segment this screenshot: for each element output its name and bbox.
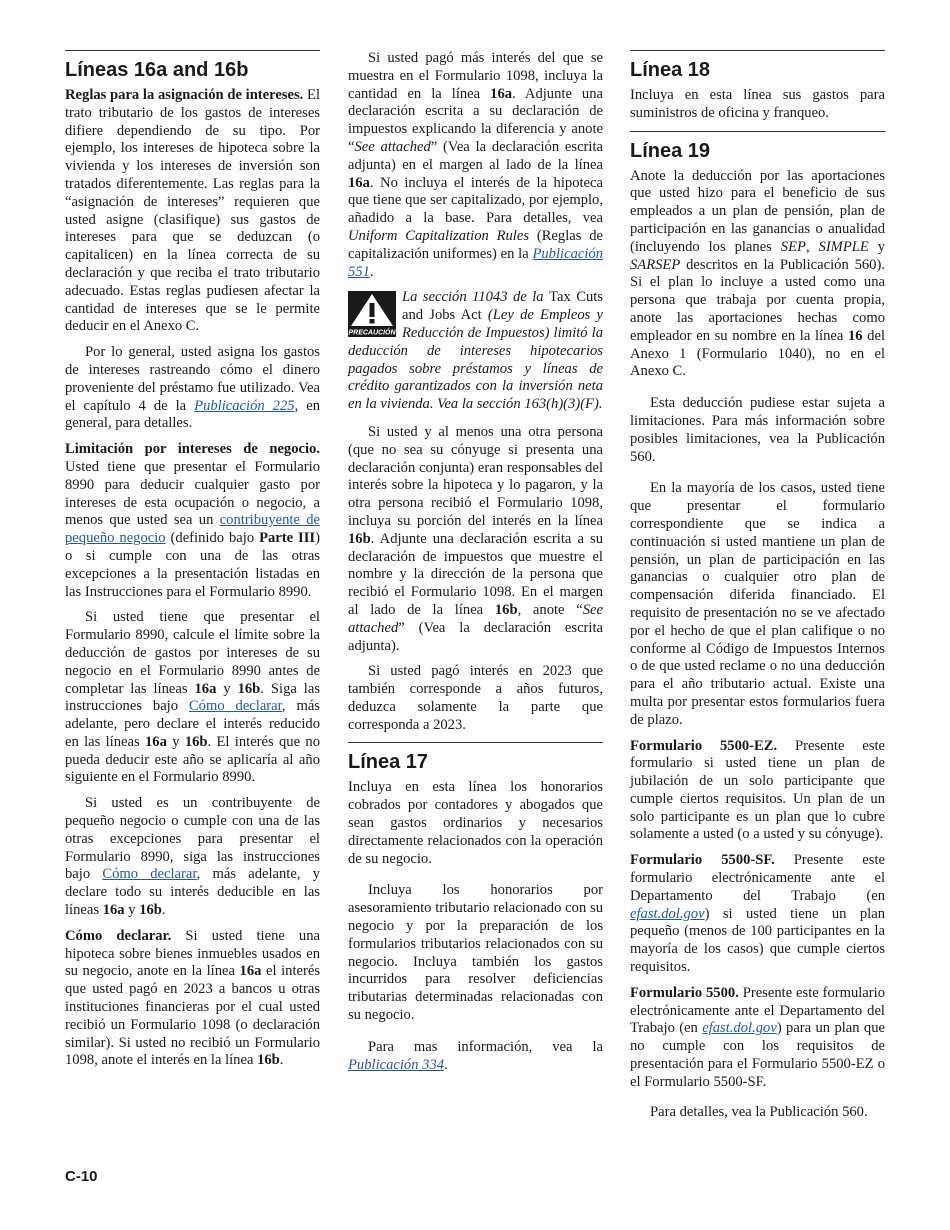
paragraph-asesoramiento: Incluya los honorarios por asesoramiento tributario relacionado con su negocio y por la preparación de los formularios tributarios relacionados con su negocio. Incluya también los gastos incurridos para resolver deficiencias tributarias determinadas relacionadas con su negocio. bbox=[348, 882, 603, 1024]
paragraph-rastreo: Por lo general, usted asigna los gastos de intereses rastreando cómo el dinero proveniente del préstamo fue utilizado. Vea el capítulo 4 de la Publicación 225, en general, para detalles. bbox=[65, 344, 321, 432]
paragraph-otra-persona: Si usted y al menos una otra persona (que no sea su cónyuge si presenta una declaración conjunta) eran responsables del interés sobre la hipoteca y lo pagaron, y la otra persona recibió el Formulario 1098, incluya su porción del interés en la línea 16b. Adjunte una declaración escrita a su declaración de impuestos que muestre el nombre y la dirección de la persona que recibió el Formulario 1098. En el margen al lado de la línea 16b, anote “See attached” (Vea la declaración escrita adjunta). bbox=[348, 423, 603, 654]
link-publicacion-334[interactable]: Publicación 334 bbox=[348, 1056, 445, 1073]
column-3 bbox=[630, 50, 885, 1129]
heading-linea-19: Línea 19 bbox=[630, 139, 711, 162]
link-efast-dol-gov-2[interactable]: efast.dol.gov bbox=[702, 1020, 777, 1037]
paragraph-honorarios: Incluya en esta línea los honorarios cobrados por contadores y abogados que sean gastos ordinarios y necesarios directamente relacionados con la operación de su negocio. bbox=[348, 779, 603, 867]
column-1 bbox=[65, 50, 320, 1078]
paragraph-5500: Formulario 5500. Presente este formulario electrónicamente ante el Departamento del Trabajo (en efast.dol.gov) para un plan que no cumple con los requisitos de presentación para el Formulario 5500-EZ o el Formulario 5500-SF. bbox=[630, 984, 886, 1090]
caution-note: PRECAUCIÓN La sección 11043 de la Tax Cuts and Jobs Act (Ley de Empleos y Reducción de Impuestos) limitó la deducción de intereses hipotecarios pagados sobre préstamos y líneas de crédito garantizados con la inversión neta en la vivienda. Vea la sección 163(h)(3)(F). bbox=[348, 289, 603, 413]
paragraph-aportaciones: Anote la deducción por las aportaciones que usted hizo para el beneficio de sus empleados a un plan de pensión, plan de participación en las ganancias o anualidad (incluyendo los planes SEP, SIMPLE y SARSEP descritos en la Publicación 560). Si el plan lo incluye a usted como una persona que trabaja por cuenta propia, anote las aportaciones hechas como empleador en su nombre en la línea 16 del Anexo 1 (Formulario 1040), no en el Anexo C. bbox=[630, 167, 886, 380]
paragraph-pequeno-negocio: Si usted es un contribuyente de pequeño negocio o cumple con una de las otras excepciones para presentar el Formulario 8990, siga las instrucciones bajo Cómo declarar, más adelante, y declare todo su interés deducible en las líneas 16a y 16b. bbox=[65, 795, 320, 919]
link-como-declarar[interactable]: Cómo declarar bbox=[188, 698, 282, 715]
caution-label: PRECAUCIÓN bbox=[348, 329, 396, 337]
paragraph-para-detalles: Para detalles, vea la Publicación 560. bbox=[650, 1103, 868, 1120]
heading-lineas-16a-16b: Líneas 16a and 16b bbox=[65, 59, 249, 81]
section-rule bbox=[630, 50, 885, 51]
paragraph-formulario-8990: Si usted tiene que presentar el Formulario 8990, calcule el límite sobre la deducción de gastos por intereses de su negocio en el Formulario 8990 antes de completar las líneas 16a y 16b. Siga las instrucciones bajo Cómo declarar, más adelante, pero declare el interés reducido en las líneas 16a y 16b. El interés que no pueda deducir este año se aplicaría al año siguiente en el Formulario 8990. bbox=[65, 609, 321, 786]
caution-icon bbox=[348, 291, 396, 337]
section-rule bbox=[630, 131, 885, 132]
heading-linea-18: Línea 18 bbox=[630, 59, 711, 81]
paragraph-mas-interes: Si usted pagó más interés del que se muestra en el Formulario 1098, incluya la cantidad en la línea 16a. Adjunte una declaración escrita a su declaración de impuestos explicando la diferencia y anote “See attached” (Vea la declaración escrita adjunta) en el margen al lado de la línea 16a. No incluya el interés de la hipoteca que tiene que ser capitalizado, por ejemplo, añadido a la base. Para detalles, vea Uniform Capitalization Rules (Reglas de capitalización uniformes) en la Publicación 551. bbox=[348, 50, 604, 280]
paragraph-limitacion-negocio: Limitación por intereses de negocio. Usted tiene que presentar el Formulario 8990 para deducir cualquier gasto por intereses de esta ocupación o negocio, a menos que usted sea un contribuyente de pequeño negocio (definido bajo Parte III) o si cumple con una de las otras excepciones a la presentación listadas en las Instrucciones para el Formulario 8990. bbox=[65, 441, 320, 600]
link-publicacion-225[interactable]: Publicación 225 bbox=[194, 397, 295, 414]
paragraph-limitaciones: Esta deducción pudiese estar sujeta a limitaciones. Para más información sobre posibles limitaciones, vea la Publicación 560. bbox=[630, 395, 885, 465]
paragraph-anos-futuros: Si usted pagó interés en 2023 que también corresponde a años futuros, deduzca solamente la parte que corresponda a 2023. bbox=[348, 663, 603, 733]
section-rule bbox=[348, 742, 603, 743]
paragraph-5500-sf: Formulario 5500-SF. Presente este formulario electrónicamente ante el Departamento del Trabajo (en efast.dol.gov) si usted tiene un plan pequeño (menos de 100 participantes en la mayoría de los casos) que cumple ciertos requisitos. bbox=[630, 852, 885, 976]
page-number: C-10 bbox=[65, 1168, 98, 1185]
link-efast-dol-gov[interactable]: efast.dol.gov bbox=[630, 905, 705, 922]
paragraph-como-declarar: Cómo declarar. Si usted tiene una hipoteca sobre bienes inmuebles usados en su negocio, anote en la línea 16a el interés que usted pagó en 2023 a bancos u otras instituciones financieras por el cual usted recibió un Formulario 1098 (o declaración similar). Si usted no recibió un Formulario 1098, anote el interés en la línea 16b. bbox=[65, 927, 320, 1069]
heading-linea-17: Línea 17 bbox=[348, 751, 429, 774]
link-publicacion-551[interactable]: Publicación 551 bbox=[348, 245, 603, 280]
paragraph-mas-informacion: Para mas información, vea la Publicación 334. bbox=[348, 1038, 603, 1073]
paragraph-suministros: Incluya en esta línea sus gastos para suministros de oficina y franqueo. bbox=[630, 87, 885, 121]
paragraph-5500-ez: Formulario 5500-EZ. Presente este formulario si usted tiene un plan de jubilación de un solo participante que cumple ciertos requisitos. Un plan de un solo participante es un plan que lo cubre solamente a usted (o a usted y su cónyuge). bbox=[630, 737, 885, 843]
column-2 bbox=[348, 50, 603, 1082]
link-contribuyente-pequeno-negocio[interactable]: contribuyente de pequeño negocio bbox=[65, 512, 320, 547]
link-como-declarar-2[interactable]: Cómo declarar bbox=[102, 866, 197, 883]
paragraph-asignacion-intereses: Reglas para la asignación de intereses. El trato tributario de los gastos de intereses difiere dependiendo de su tipo. Por ejemplo, los intereses de hipoteca sobre la vivienda y los intereses de inversión son tratados diferentemente. Las reglas para la “asignación de intereses” requieren que usted asigne (clasifique) sus gastos de intereses para que se deduzcan (o capitalicen) en la línea correcta de su declaración y que reciba el trato tributario adecuado. Estas reglas pudiesen afectar la cantidad de intereses que se le permite deducir en el Anexo C. bbox=[65, 87, 320, 335]
section-rule bbox=[65, 50, 320, 51]
paragraph-mayoria-casos: En la mayoría de los casos, usted tiene que presentar el formulario correspondiente que se indica a continuación si usted mantiene un plan de pensión, un plan de participación en las ganancias o cualquier otro plan de compensación diferida financiado. El requisito de presentación no se ve afectado por el hecho de que el plan califique o no conforme al Código de Impuestos Internos o de que usted reclame o no una deducción para el año tributario actual. Existe una multa por presentar estos formularios fuera de plazo. bbox=[630, 480, 885, 728]
